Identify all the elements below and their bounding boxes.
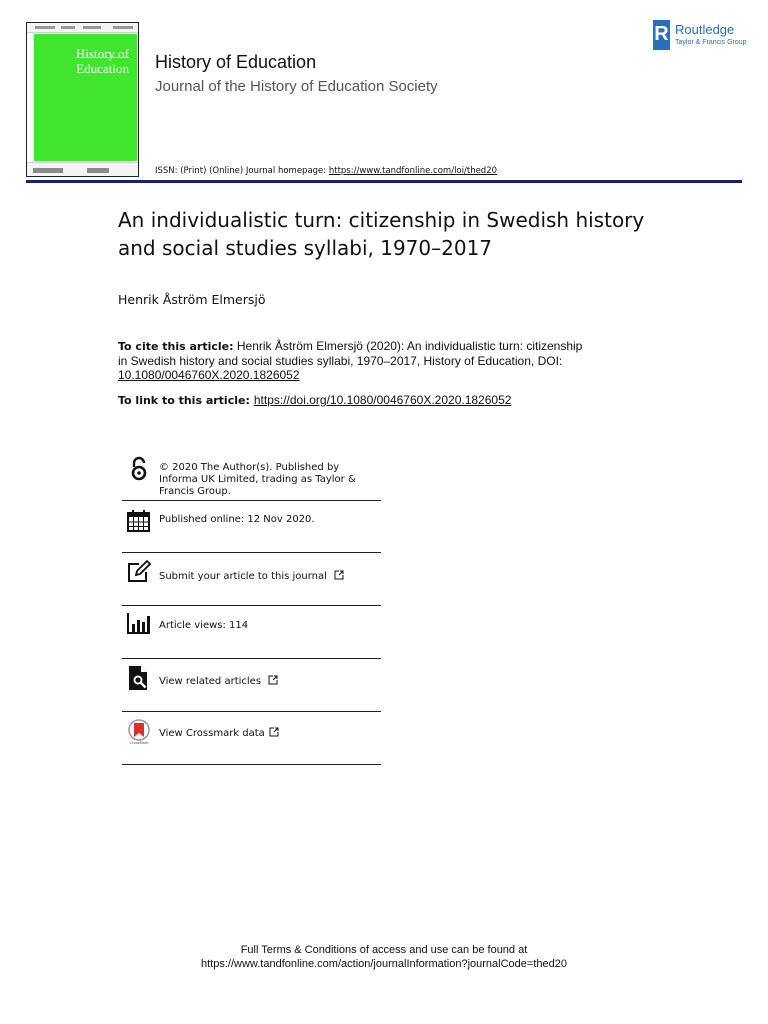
related-articles-link[interactable]: [122, 659, 381, 712]
publisher-name: Routledge: [675, 22, 735, 37]
publisher-group: Taylor & Francis Group: [675, 39, 747, 46]
footer-terms-link[interactable]: https://www.tandfonline.com/action/journalInformation?journalCode=thed20: [201, 958, 567, 970]
calendar-icon: [126, 508, 152, 534]
footer-line-1: Full Terms & Conditions of access and use can be found at: [240, 944, 528, 956]
license-row: [122, 456, 381, 501]
crossmark-link[interactable]: [122, 712, 381, 765]
article-author: Henrik Åström Elmersjö: [118, 292, 266, 307]
crossmark-badge-text: CrossMark: [129, 741, 149, 745]
routledge-r-icon: R: [653, 20, 670, 50]
article-doi-link[interactable]: https://doi.org/10.1080/0046760X.2020.1826052: [253, 393, 512, 407]
submit-label: Submit your article to this journal: [159, 571, 327, 582]
article-views-row: [122, 606, 381, 659]
journal-cover: [26, 22, 139, 177]
open-access-icon: [126, 456, 152, 482]
published-date: Published online: 12 Nov 2020.: [159, 514, 315, 525]
published-row: [122, 501, 381, 553]
journal-homepage-link[interactable]: https://www.tandfonline.com/loi/thed20: [328, 166, 498, 176]
license-text: © 2020 The Author(s). Published by Informa UK Limited, trading as Taylor & Francis Group.: [159, 462, 356, 497]
terms-footer: [0, 943, 768, 971]
external-link-icon: [268, 675, 278, 685]
document-search-icon: [126, 665, 152, 691]
article-views: Article views: 114: [159, 620, 249, 631]
article-title: An individualistic turn: citizenship in Swedish history and social studies syllabi, 1970–2017: [118, 208, 645, 260]
cover-publisher-mark: [33, 168, 63, 173]
routledge-logo: [653, 20, 748, 52]
article-link-block: [118, 393, 638, 407]
crossmark-label: View Crossmark data: [159, 728, 265, 739]
cite-doi-link[interactable]: 10.1080/0046760X.2020.1826052: [118, 368, 300, 382]
crossmark-icon: [126, 719, 152, 745]
issn-line: [155, 166, 497, 176]
bar-chart-icon: [126, 611, 152, 637]
citation-block: [118, 339, 593, 382]
info-divider: [122, 764, 381, 765]
edit-icon: [126, 559, 152, 585]
related-label: View related articles: [159, 676, 262, 687]
cover-title: History of Education: [75, 46, 129, 76]
journal-subtitle: Journal of the History of Education Society: [155, 78, 438, 95]
external-link-icon: [334, 570, 344, 580]
header-rule: [26, 180, 742, 183]
submit-article-link[interactable]: [122, 553, 381, 606]
external-link-icon: [269, 727, 279, 737]
cover-publisher-mark-2: [87, 168, 109, 173]
issn-prefix: ISSN: (Print) (Online) Journal homepage:: [155, 166, 329, 176]
link-label: To link to this article:: [118, 394, 250, 407]
cite-text: Henrik Åström Elmersjö (2020): An individualistic turn: citizenship in Swedish history and social studies syllabi, 1970–2017, History of Education, DOI:: [118, 339, 583, 368]
cover-top-strip: [27, 23, 138, 33]
journal-title: History of Education: [155, 52, 317, 72]
cite-label: To cite this article:: [118, 340, 234, 353]
